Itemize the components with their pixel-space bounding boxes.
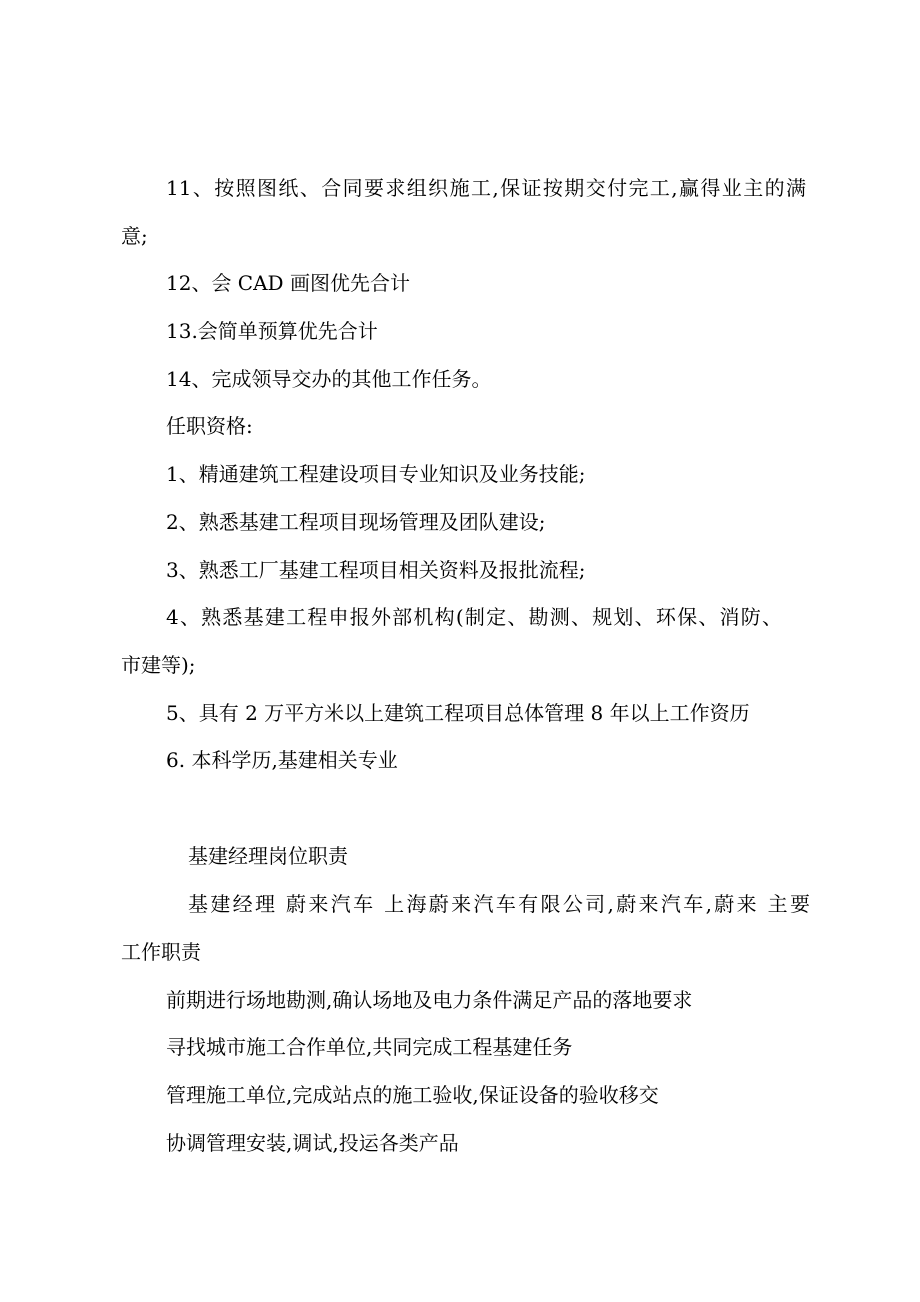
paragraph-line: 6. 本科学历,基建相关专业 xyxy=(166,748,398,772)
paragraph-line: 12、会 CAD 画图优先合计 xyxy=(166,271,410,295)
paragraph-line: 市建等); xyxy=(121,653,196,677)
line-text: 基建经理 蔚来汽车 上海蔚来汽车有限公司,蔚来汽车,蔚来 主要 xyxy=(188,892,810,916)
line-text: 4、熟悉基建工程申报外部机构(制定、勘测、规划、环保、消防、 xyxy=(166,605,782,629)
line-text: 11、按照图纸、合同要求组织施工,保证按期交付完工,赢得业主的满 xyxy=(166,176,806,200)
paragraph-line: 2、熟悉基建工程项目现场管理及团队建设; xyxy=(166,510,546,534)
paragraph-line: 前期进行场地勘测,确认场地及电力条件满足产品的落地要求 xyxy=(166,988,693,1012)
paragraph-line: 管理施工单位,完成站点的施工验收,保证设备的验收移交 xyxy=(166,1083,659,1107)
paragraph-line: 寻找城市施工合作单位,共同完成工程基建任务 xyxy=(166,1035,573,1059)
paragraph-line: 协调管理安装,调试,投运各类产品 xyxy=(166,1131,459,1155)
paragraph-line: 14、完成领导交办的其他工作任务。 xyxy=(166,367,492,391)
paragraph-line xyxy=(0,603,920,631)
paragraph-line xyxy=(0,890,920,918)
paragraph-line: 13.会简单预算优先合计 xyxy=(166,319,378,343)
paragraph-line: 工作职责 xyxy=(121,940,201,964)
section-heading: 任职资格: xyxy=(166,414,253,438)
paragraph-line xyxy=(0,174,920,202)
paragraph-line: 意; xyxy=(121,224,148,248)
paragraph-line: 1、精通建筑工程建设项目专业知识及业务技能; xyxy=(166,462,586,486)
paragraph-line: 5、具有 2 万平方米以上建筑工程项目总体管理 8 年以上工作资历 xyxy=(166,701,750,725)
section-title: 基建经理岗位职责 xyxy=(188,844,348,868)
paragraph-line: 3、熟悉工厂基建工程项目相关资料及报批流程; xyxy=(166,558,586,582)
